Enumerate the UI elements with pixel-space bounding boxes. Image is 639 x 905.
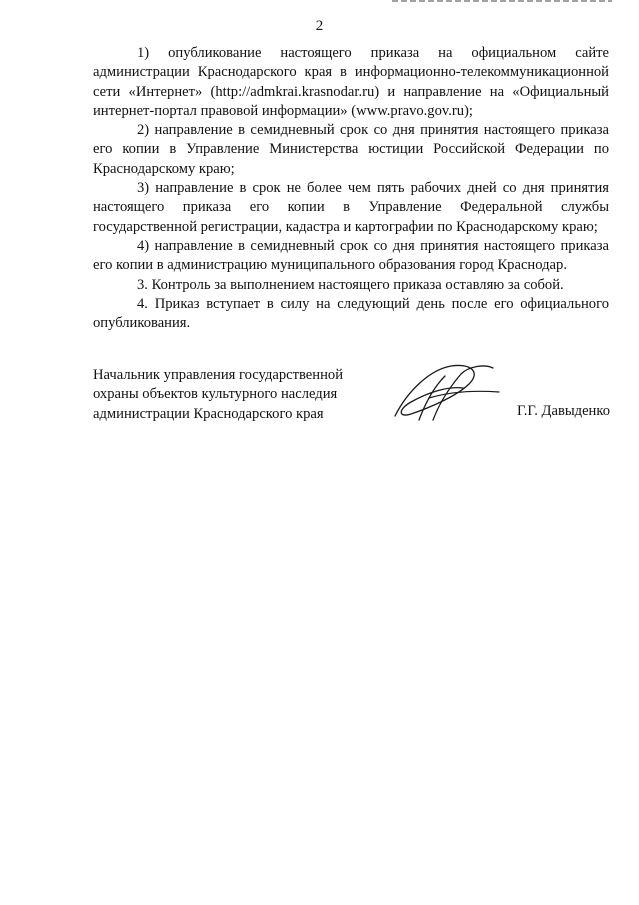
signature-stroke (429, 391, 499, 398)
signature-block (93, 366, 613, 436)
paragraph-effective-date: 4. Приказ вступает в силу на следующий день после его официального опубликования. (93, 295, 609, 332)
paragraph-justice-ministry: 2) направление в семидневный срок со дня принятия настоящего приказа его копии в Управление Министерства юстиции Российской Федерации по Краснодарскому краю; (93, 122, 609, 177)
paragraph-publication: 1) опубликование настоящего приказа на официальном сайте администрации Краснодарского края в информационно-телекоммуникационной сети «Интернет» (http://admkrai.krasnodar.ru) и направление на «Официальный интернет-портал правовой информации» (www.pravo.gov.ru); (93, 45, 609, 119)
handwritten-signature (389, 358, 509, 428)
paragraph-city-administration: 4) направление в семидневный срок со дня принятия настоящего приказа его копии в администрацию муниципального образования город Краснодар. (93, 237, 609, 274)
page-number: 2 (315, 18, 324, 34)
top-scan-rule (392, 0, 612, 2)
signatory-name: Г.Г. Давыденко (516, 403, 610, 419)
signatory-title-line: охраны объектов культурного наследия (93, 386, 338, 403)
signatory-title (93, 366, 373, 424)
paragraph-control: 3. Контроль за выполнением настоящего приказа оставляю за собой. (137, 276, 564, 293)
signatory-title-line: Начальник управления государственной (93, 367, 344, 383)
paragraph-registration-service: 3) направление в срок не более чем пять рабочих дней со дня принятия настоящего приказа его копии в Управление Федеральной службы государственной регистрации, кадастра и картографии по Краснодарскому краю; (93, 180, 609, 235)
signatory-title-line: администрации Краснодарского края (93, 405, 324, 422)
document-body (93, 44, 609, 333)
